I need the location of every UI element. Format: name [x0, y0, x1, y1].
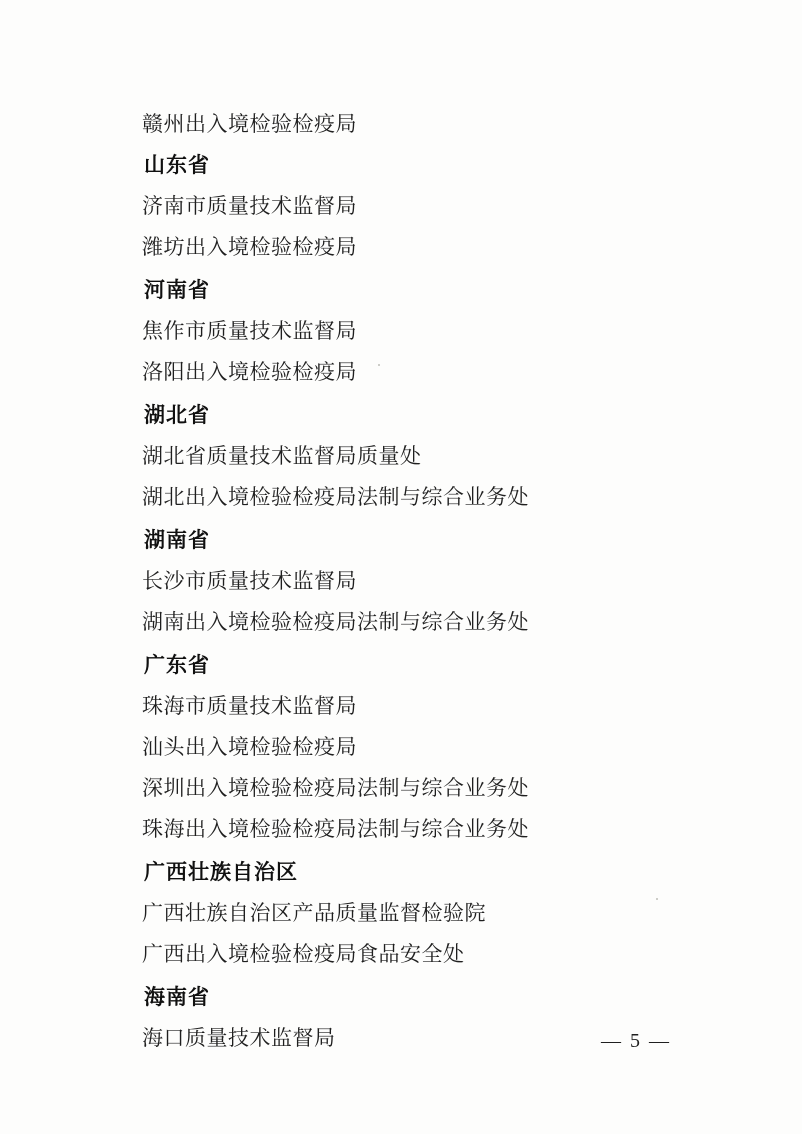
- province-heading: 湖北省: [144, 403, 210, 427]
- list-item: 洛阳出入境检验检疫局: [142, 360, 357, 384]
- province-heading: 海南省: [144, 985, 210, 1009]
- list-item: 湖北省质量技术监督局质量处: [142, 444, 422, 468]
- list-item: 海口质量技术监督局: [142, 1026, 336, 1050]
- list-item: 长沙市质量技术监督局: [142, 569, 357, 593]
- list-item: 湖南出入境检验检疫局法制与综合业务处: [142, 610, 529, 634]
- province-heading: 山东省: [144, 153, 210, 177]
- province-group: [140, 395, 660, 518]
- province-group: [140, 852, 660, 975]
- province-group: [140, 145, 660, 268]
- list-item: 济南市质量技术监督局: [142, 194, 357, 218]
- list-item: 汕头出入境检验检疫局: [142, 735, 357, 759]
- list-item: 珠海出入境检验检疫局法制与综合业务处: [142, 817, 529, 841]
- list-item: 广西壮族自治区产品质量监督检验院: [142, 901, 486, 925]
- province-heading: 广东省: [144, 653, 210, 677]
- page-number: — 5 —: [601, 1030, 671, 1052]
- province-group: [140, 520, 660, 643]
- list-item: 广西出入境检验检疫局食品安全处: [142, 942, 465, 966]
- list-item: 湖北出入境检验检疫局法制与综合业务处: [142, 485, 529, 509]
- document-body: [140, 104, 660, 1059]
- list-item: 珠海市质量技术监督局: [142, 694, 357, 718]
- province-group: [140, 645, 660, 850]
- province-heading: 广西壮族自治区: [144, 860, 298, 884]
- list-item: 赣州出入境检验检疫局: [142, 112, 357, 136]
- list-item: 深圳出入境检验检疫局法制与综合业务处: [142, 776, 529, 800]
- list-item: 焦作市质量技术监督局: [142, 319, 357, 343]
- list-item: 潍坊出入境检验检疫局: [142, 235, 357, 259]
- province-heading: 湖南省: [144, 528, 210, 552]
- province-heading: 河南省: [144, 278, 210, 302]
- province-group: [140, 270, 660, 393]
